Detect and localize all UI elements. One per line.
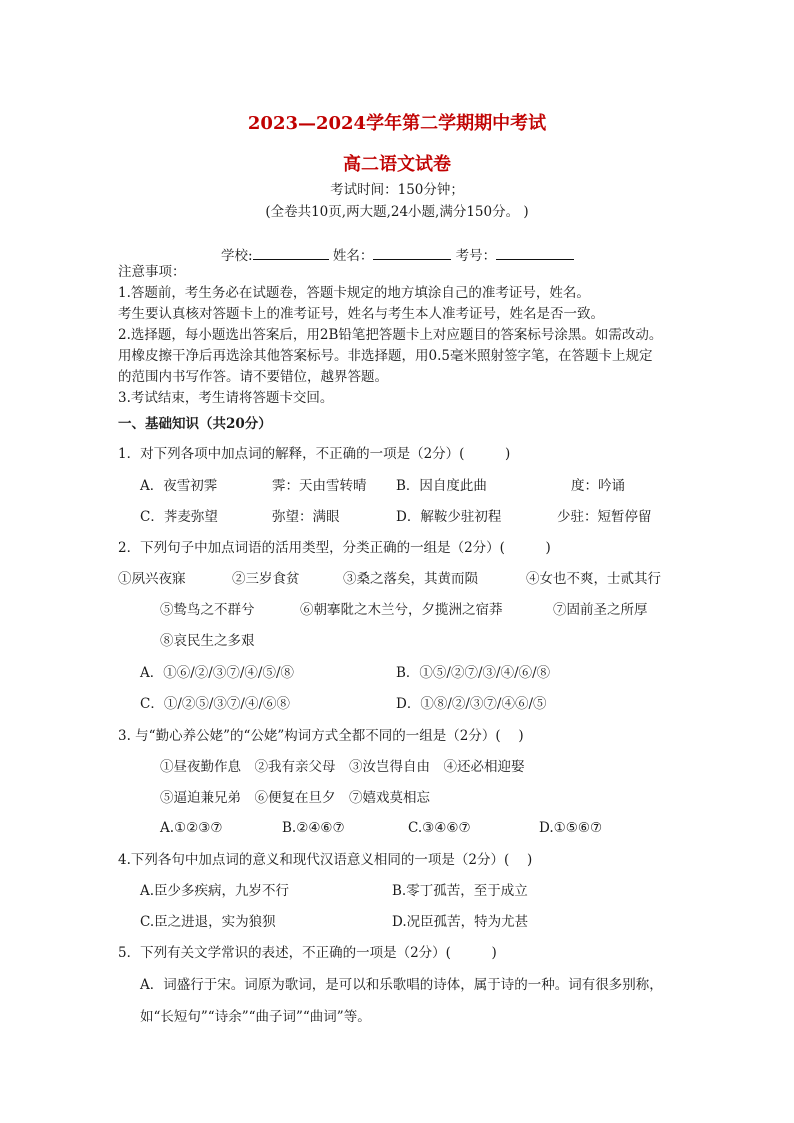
notes-heading: 注意事项： xyxy=(118,264,186,280)
question-2-stem: 2．下列句子中加点词语的活用类型，分类正确的一组是（2分）( ) xyxy=(118,540,551,556)
name-field[interactable] xyxy=(373,245,451,260)
option-d-meaning: 少驻：短暂停留 xyxy=(557,509,652,525)
sentence-item: ②三岁食贫 xyxy=(232,571,300,587)
question-4-options-row xyxy=(0,916,794,932)
option-c-meaning: 弥望：满眼 xyxy=(272,509,340,525)
question-4-stem: 4.下列各句中加点词的意义和现代汉语意义相同的一项是（2分）( ) xyxy=(118,852,533,868)
option-a-continued: 如“长短句”“诗余”“曲子词”“曲词”等。 xyxy=(140,1009,371,1025)
option-c: C.③④⑥⑦ xyxy=(408,820,471,836)
name-label: 姓名： xyxy=(332,248,374,264)
option-b-meaning: 度：吟诵 xyxy=(571,478,625,494)
option-b: B．①⑤/②⑦/③/④/⑥/⑧ xyxy=(396,665,551,681)
school-label: 学校: xyxy=(221,248,253,264)
option-a: A．夜雪初霁 xyxy=(140,478,218,494)
sentence-item: ⑤鸷鸟之不群兮 xyxy=(160,602,255,618)
option-b: B.②④⑥⑦ xyxy=(282,820,345,836)
sentence-item: ⑧哀民生之多艰 xyxy=(160,633,255,649)
exam-subtitle: 高二语文试卷 xyxy=(343,154,451,175)
sentence-item: ⑥朝搴阰之木兰兮，夕揽洲之宿莽 xyxy=(300,602,503,618)
option-a: A.①②③⑦ xyxy=(160,820,223,836)
option-a: A．①⑥/②/③⑦/④/⑤/⑧ xyxy=(140,665,294,681)
question-5-stem: 5．下列有关文学常识的表述，不正确的一项是（2分）( ) xyxy=(118,945,497,961)
option-d: D.①⑤⑥⑦ xyxy=(539,820,603,836)
option-d: D.况臣孤苦，特为尤甚 xyxy=(392,914,529,930)
sentence-item: ④女也不爽，士贰其行 xyxy=(526,571,661,587)
option-a: A.臣少多疾病，九岁不行 xyxy=(140,883,290,899)
option-b: B.零丁孤苦，至于成立 xyxy=(392,883,528,899)
question-3-items: ①昼夜勤作息 ②我有亲父母 ③汝岂得自由 ④还必相迎娶 xyxy=(160,759,525,775)
question-3-options-row xyxy=(0,822,794,838)
question-1-options-row xyxy=(0,480,794,496)
exam-time: 考试时间：150分钟； xyxy=(330,182,464,198)
question-1-stem: 1．对下列各项中加点词的解释，不正确的一项是（2分）( ) xyxy=(118,446,511,462)
id-field[interactable] xyxy=(496,245,574,260)
note-line: 考生要认真核对答题卡上的准考证号，姓名与考生本人准考证号，姓名是否一致。 xyxy=(118,306,604,322)
option-a: A．词盛行于宋。词原为歌词，是可以和乐歌唱的诗体，属于诗的一种。词有很多别称， xyxy=(140,977,663,993)
note-line: 2.选择题，每小题选出答案后，用2B铅笔把答题卡上对应题目的答案标号涂黑。如需改动。 xyxy=(118,327,663,343)
exam-scope: (全卷共10页,两大题,24小题,满分150分。 ) xyxy=(265,204,529,220)
question-2-options-row xyxy=(0,698,794,714)
question-1-options-row xyxy=(0,511,794,527)
question-2-options-row xyxy=(0,667,794,683)
option-d: D．①⑧/②/③⑦/④⑥/⑤ xyxy=(396,696,547,712)
sentence-item: ①夙兴夜寐 xyxy=(118,571,186,587)
question-3-items: ⑤逼迫兼兄弟 ⑥便复在旦夕 ⑦嬉戏莫相忘 xyxy=(160,790,430,806)
note-line: 用橡皮擦干净后再选涂其他答案标号。非选择题，用0.5毫米照射签字笔，在答题卡上规定 xyxy=(118,348,653,364)
option-c: C.臣之进退，实为狼狈 xyxy=(140,914,276,930)
id-label: 考号： xyxy=(455,248,497,264)
option-c: C．荠麦弥望 xyxy=(140,509,218,525)
student-info-row xyxy=(221,245,574,264)
section-heading: 一、基础知识（共20分） xyxy=(118,416,272,432)
sentence-item: ③桑之落矣，其黄而陨 xyxy=(343,571,478,587)
question-2-items-row xyxy=(0,573,794,589)
note-line: 的范围内书写作答。请不要错位，越界答题。 xyxy=(118,369,388,385)
sentence-item: ⑦固前圣之所厚 xyxy=(553,602,648,618)
school-field[interactable] xyxy=(253,245,329,260)
question-4-options-row xyxy=(0,885,794,901)
exam-title: 2023—2024学年第二学期期中考试 xyxy=(247,113,547,134)
question-2-items-row xyxy=(0,604,794,620)
question-3-stem: 3. 与“勤心养公姥”的“公姥”构词方式全都不同的一组是（2分）( ) xyxy=(118,728,524,744)
option-a-meaning: 霁：天由雪转晴 xyxy=(272,478,367,494)
note-line: 3.考试结束，考生请将答题卡交回。 xyxy=(118,390,334,406)
option-c: C．①/②⑤/③⑦/④/⑥⑧ xyxy=(140,696,291,712)
note-line: 1.答题前，考生务必在试题卷，答题卡规定的地方填涂自己的准考证号，姓名。 xyxy=(118,285,590,301)
option-b: B．因自度此曲 xyxy=(396,478,487,494)
option-d: D．解鞍少驻初程 xyxy=(396,509,502,525)
